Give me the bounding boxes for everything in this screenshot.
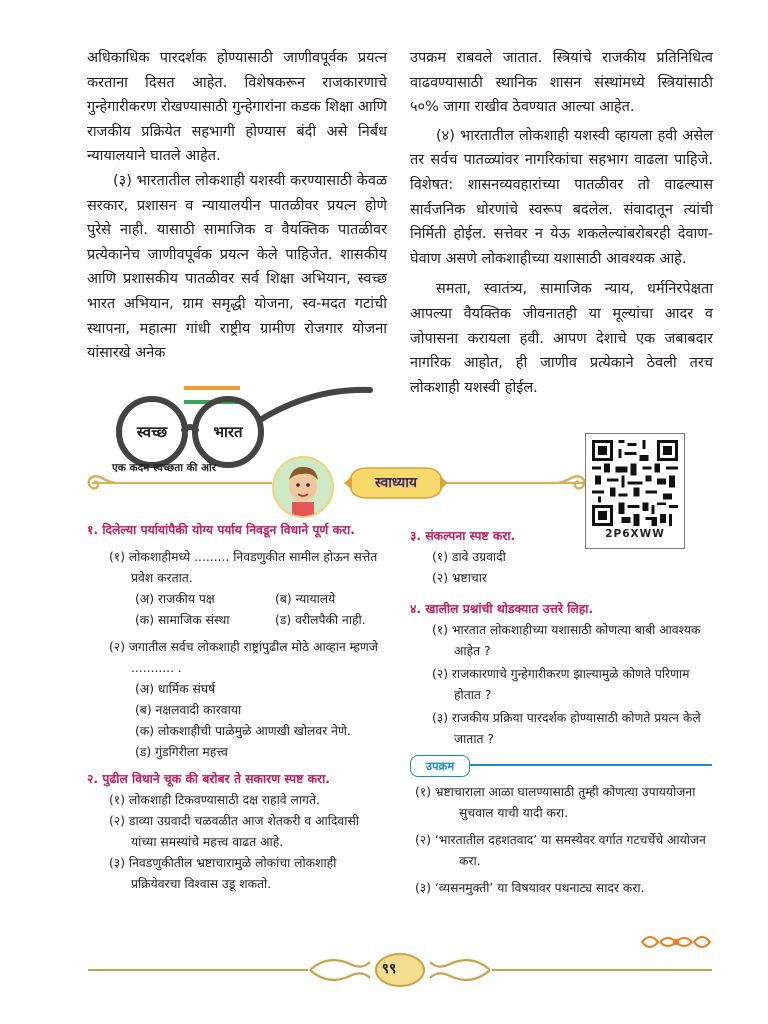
option-a: (अ) राजकीय पक्ष (135, 592, 215, 606)
question-1-heading: १. दिलेल्या पर्यायांपैकी योग्य पर्याय निवडून विधाने पूर्ण करा. (87, 523, 355, 537)
question-2-item-2: (२) डाव्या उग्रवादी चळवळीत आज शेतकरी व आदिवासी यांच्या समस्यांचे महत्त्व वाढत आहे. (109, 814, 359, 849)
swadhyay-label: स्वाध्याय (375, 475, 417, 491)
band-divider-left (92, 482, 272, 484)
question-1-item-1: (१) लोकशाहीमध्ये ......... निवडणुकीत सामील होऊन सत्तेत प्रवेश करतात. (109, 550, 378, 585)
student-avatar (272, 456, 334, 518)
left-text-column (87, 46, 387, 366)
exercises-right (410, 526, 715, 750)
right-paragraph-2: (४) भारतातील लोकशाही यशस्वी व्हायला हवी असेल तर सर्वच पातळ्यांवर नागरिकांचा सहभाग वाढला पाहिजे. विशेषत: शासनव्यवहारांच्या पातळीवर तो वाढल्यास सार्वजनिक धोरणांचे स्वरूप बदलेल. संवादातून त्यांची निर्मिती होईल. सत्तेवर न येऊ शकलेल्यांबरोबरही देवाण-घेवाण असणे लोकशाहीच्या यशासाठी आवश्यक आहे. (410, 127, 713, 267)
upkram-activities (415, 782, 715, 899)
left-paragraph-1: अधिकाधिक पारदर्शक होण्यासाठी जाणीवपूर्वक प्रयत्न करताना दिसत आहेत. विशेषकरून राजकारणाचे गुन्हेगारीकरण रोखण्यासाठी गुन्हेगारांना कडक शिक्षा आणि राजकीय प्रक्रियेत सहभागी होण्यास बंदी असे निर्बंध न्यायालयाने घातले आहेत. (87, 50, 387, 165)
upkram-divider (470, 764, 712, 766)
question-3-heading: ३. संकल्पना स्पष्ट करा. (410, 529, 516, 543)
option-d: (ड) वरीलपैकी नाही. (275, 613, 366, 627)
right-text-column (410, 46, 713, 400)
student-face-icon (274, 458, 332, 516)
qr-code-text: 2P6XWW (605, 528, 665, 540)
right-paragraph-3: समता, स्वातंत्र्य, सामाजिक न्याय, धर्मनिरपेक्षता आपल्या वैयक्तिक जीवनातही या मूल्यांचा आदर व जोपासना करायला हवी. आपण देशाचे एक जबाबदार नागरिक आहोत, ही जाणीव प्रत्येकाने ठेवली तरच लोकशाही यशस्वी होईल. (410, 281, 713, 396)
question-2-item-3: (३) निवडणुकीतील भ्रष्टाचारामुळे लोकांचा लोकशाही प्रक्रियेवरचा विश्वास उडू शकतो. (109, 856, 337, 891)
logo-word-bharat: भारत (213, 423, 243, 441)
exercises-left (87, 520, 387, 895)
option-b: (ब) नक्षलवादी कारवाया (135, 703, 242, 717)
upkram-label: उपक्रम (410, 755, 470, 777)
logo-word-swachh: स्वच्छ (136, 423, 168, 441)
question-4-item-1: (१) भारतात लोकशाहीच्या यशासाठी कोणत्या बाबी आवश्यक आहेत ? (432, 623, 701, 658)
page-number: ९९ (381, 961, 397, 977)
activity-item-2: (२) ‘भारतातील दहशतवाद’ या समस्येवर वर्गात गटचर्चेचे आयोजन करा. (415, 833, 706, 868)
option-c: (क) सामाजिक संस्था (135, 613, 230, 627)
option-a: (अ) धार्मिक संघर्ष (135, 682, 216, 696)
question-4-item-3: (३) राजकीय प्रक्रिया पारदर्शक होण्यासाठी कोणते प्रयत्न केले जातात ? (432, 711, 701, 746)
logo-tagline: एक कदम स्वच्छता की ओर (112, 462, 217, 474)
question-2-item-1: (१) लोकशाही टिकवण्यासाठी दक्ष राहावे लागते. (109, 793, 320, 807)
left-paragraph-2: (३) भारतातील लोकशाही यशस्वी करण्यासाठी केवळ सरकार, प्रशासन व न्यायालयीन पातळीवर प्रयत्न होणे पुरेसे नाही. यासाठी सामाजिक व वैयक्तिक पातळीवर प्रत्येकानेच जाणीवपूर्वक प्रयत्न केले पाहिजेत. शासकीय आणि प्रशासकीय पातळीवर सर्व शिक्षा अभियान, स्वच्छ भारत अभियान, ग्राम समृद्धी योजना, स्व-मदत गटांची स्थापना, महात्मा गांधी राष्ट्रीय ग्रामीण रोजगार योजना यांसारखे अनेक (87, 172, 387, 362)
qr-code-icon (592, 440, 678, 526)
question-4-heading: ४. खालील प्रश्नांची थोडक्यात उत्तरे लिहा. (410, 602, 594, 616)
activity-item-1: (१) भ्रष्टाचाराला आळा घालण्यासाठी तुम्ही कोणत्या उपाययोजना सुचवाल याची यादी करा. (415, 785, 696, 820)
question-1-item-1-options-row-2 (87, 610, 387, 631)
question-2-heading: २. पुढील विधाने चूक की बरोबर ते सकारण स्पष्ट करा. (87, 772, 330, 786)
activity-item-3: (३) ‘व्यसनमुक्ती’ या विषयावर पथनाट्य सादर करा. (415, 881, 645, 895)
option-c: (क) लोकशाहीची पाळेमुळे आणखी खोलवर नेणे. (135, 724, 351, 738)
question-4-item-2: (२) राजकारणाचे गुन्हेगारीकरण झाल्यामुळे कोणते परिणाम होतात ? (432, 667, 690, 702)
right-paragraph-1: उपक्रम राबवले जातात. स्त्रियांचे राजकीय प्रतिनिधित्व वाढवण्यासाठी स्थानिक शासन संस्थांमध्ये स्त्रियांसाठी ५०% जागा राखीव ठेवण्यात आल्या आहेत. (410, 50, 713, 116)
ornament-curl-right-icon (555, 468, 587, 498)
option-b: (ब) न्यायालये (275, 592, 336, 606)
question-3-item-2: (२) भ्रष्टाचार (432, 571, 487, 585)
option-d: (ड) गुंडगिरीला महत्त्व (135, 745, 228, 759)
question-1-item-2: (२) जगातील सर्वच लोकशाही राष्ट्रांपुढील मोठे आव्हान म्हणजे ........... . (109, 640, 378, 675)
question-1-item-1-options-row-1 (87, 589, 387, 610)
question-3-item-1: (१) डावे उग्रवादी (432, 550, 506, 564)
